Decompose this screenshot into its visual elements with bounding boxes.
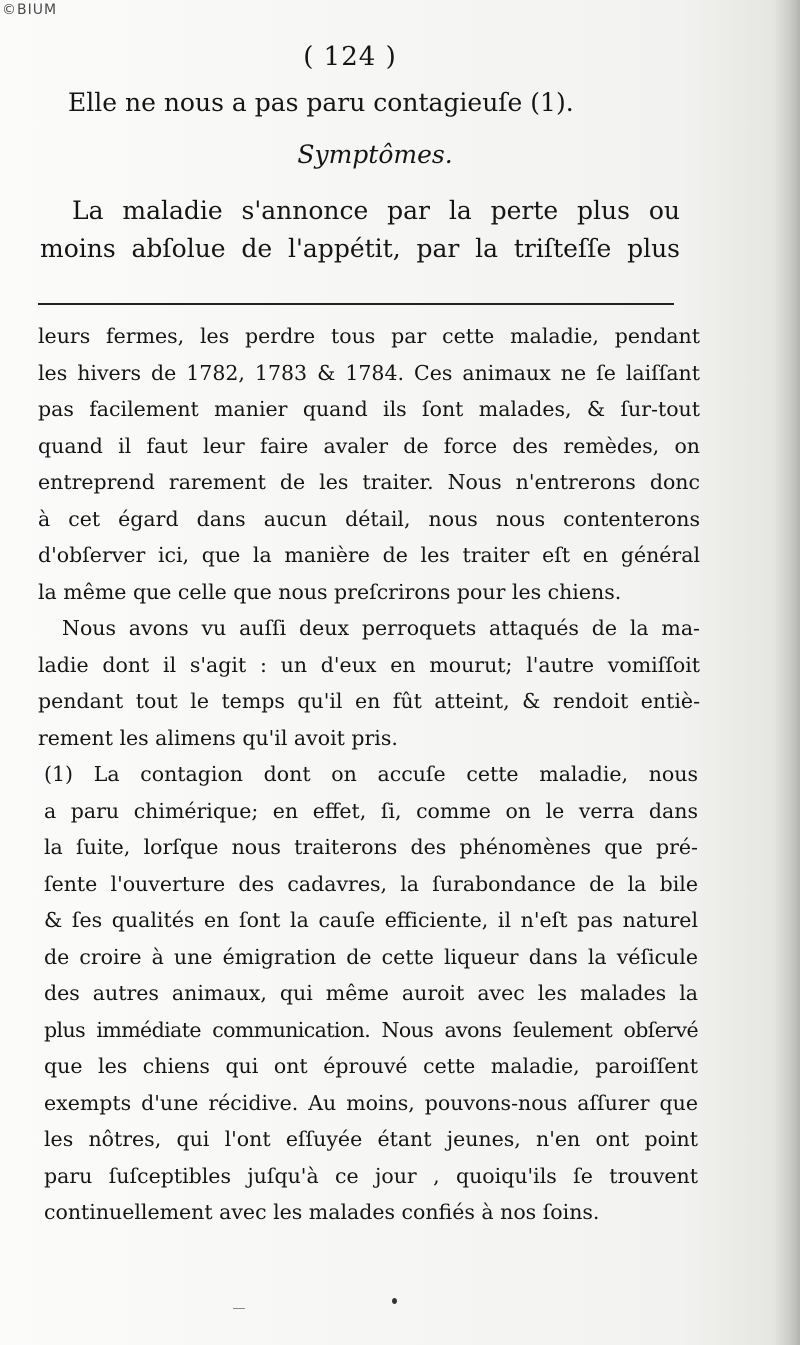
- note-line: entreprend rarement de les traiter. Nous n'entrerons donc: [38, 470, 700, 494]
- note-line: paru ſuſceptibles juſqu'à ce jour , quoiqu'ils ſe trouvent: [44, 1163, 698, 1188]
- note-line: pendant tout le temps qu'il en fût atteint, & rendoit entiè-: [38, 689, 700, 713]
- note-line: de croire à une émigration de cette liqueur dans la véſicule: [44, 944, 698, 969]
- ink-dot: [392, 1298, 397, 1304]
- main-line-intro: Elle ne nous a pas paru contagieuſe (1).: [68, 88, 574, 117]
- note-line: quand il faut leur faire avaler de force des remèdes, on: [38, 433, 700, 458]
- note-line: plus immédiate communication. Nous avons ſeulement obſervé: [44, 1017, 698, 1042]
- note-line: exempts d'une récidive. Au moins, pouvons-nous aſſurer que: [44, 1090, 698, 1115]
- section-heading: Symptômes.: [297, 140, 453, 169]
- note-line: des autres animaux, qui même auroit avec les malades la: [44, 981, 698, 1005]
- note-paragraph-2: [38, 610, 700, 756]
- note-line: les nôtres, qui l'ont eſſuyée étant jeunes, n'en ont point: [44, 1127, 698, 1151]
- note-line: d'obſerver ici, que la manière de les traiter eſt en général: [38, 543, 700, 567]
- note-line: ſente l'ouverture des cadavres, la ſurabondance de la bile: [44, 871, 698, 896]
- note-line: a paru chimérique; en effet, ſi, comme on le verra dans: [44, 798, 698, 823]
- note-line: ladie dont il s'agit : un d'eux en mourut; l'autre vomiſſoit: [38, 652, 700, 677]
- note-line: rement les alimens qu'il avoit pris.: [38, 725, 398, 750]
- note-line: à cet égard dans aucun détail, nous nous contenterons: [38, 506, 700, 531]
- margin-mark: [233, 1308, 245, 1309]
- note-line: la ſuite, lorſque nous traiterons des phénomènes que pré-: [44, 835, 698, 859]
- note-line: leurs fermes, les perdre tous par cette maladie, pendant: [38, 324, 700, 348]
- main-text: [40, 84, 680, 268]
- note-line: Nous avons vu auſſi deux perroquets attaqués de la ma-: [62, 616, 700, 640]
- note-line: la même que celle que nous preſcrirons pour les chiens.: [38, 579, 622, 604]
- watermark: ©BIUM: [2, 2, 58, 18]
- note-line: que les chiens qui ont éprouvé cette maladie, paroiſſent: [44, 1054, 698, 1078]
- note-line: & ſes qualités en ſont la cauſe efficiente, il n'eſt pas naturel: [44, 908, 698, 932]
- main-line: La maladie s'annonce par la perte plus ou: [72, 196, 680, 225]
- footnote-rule: [38, 303, 674, 305]
- page-number: ( 124 ): [303, 42, 397, 72]
- footnote-block: [38, 318, 700, 1231]
- note-paragraph-3: [38, 756, 700, 1231]
- note-line: les hivers de 1782, 1783 & 1784. Ces animaux ne ſe laiſſant: [38, 360, 700, 385]
- note-line: continuellement avec les malades confiés à nos ſoins.: [44, 1200, 600, 1224]
- main-line: moins abſolue de l'appétit, par la triſteſſe plus: [40, 234, 680, 263]
- note-paragraph-1: [38, 318, 700, 610]
- note-line: (1) La contagion dont on accuſe cette maladie, nous: [44, 762, 698, 786]
- note-line: pas facilement manier quand ils ſont malades, & ſur-tout: [38, 397, 700, 421]
